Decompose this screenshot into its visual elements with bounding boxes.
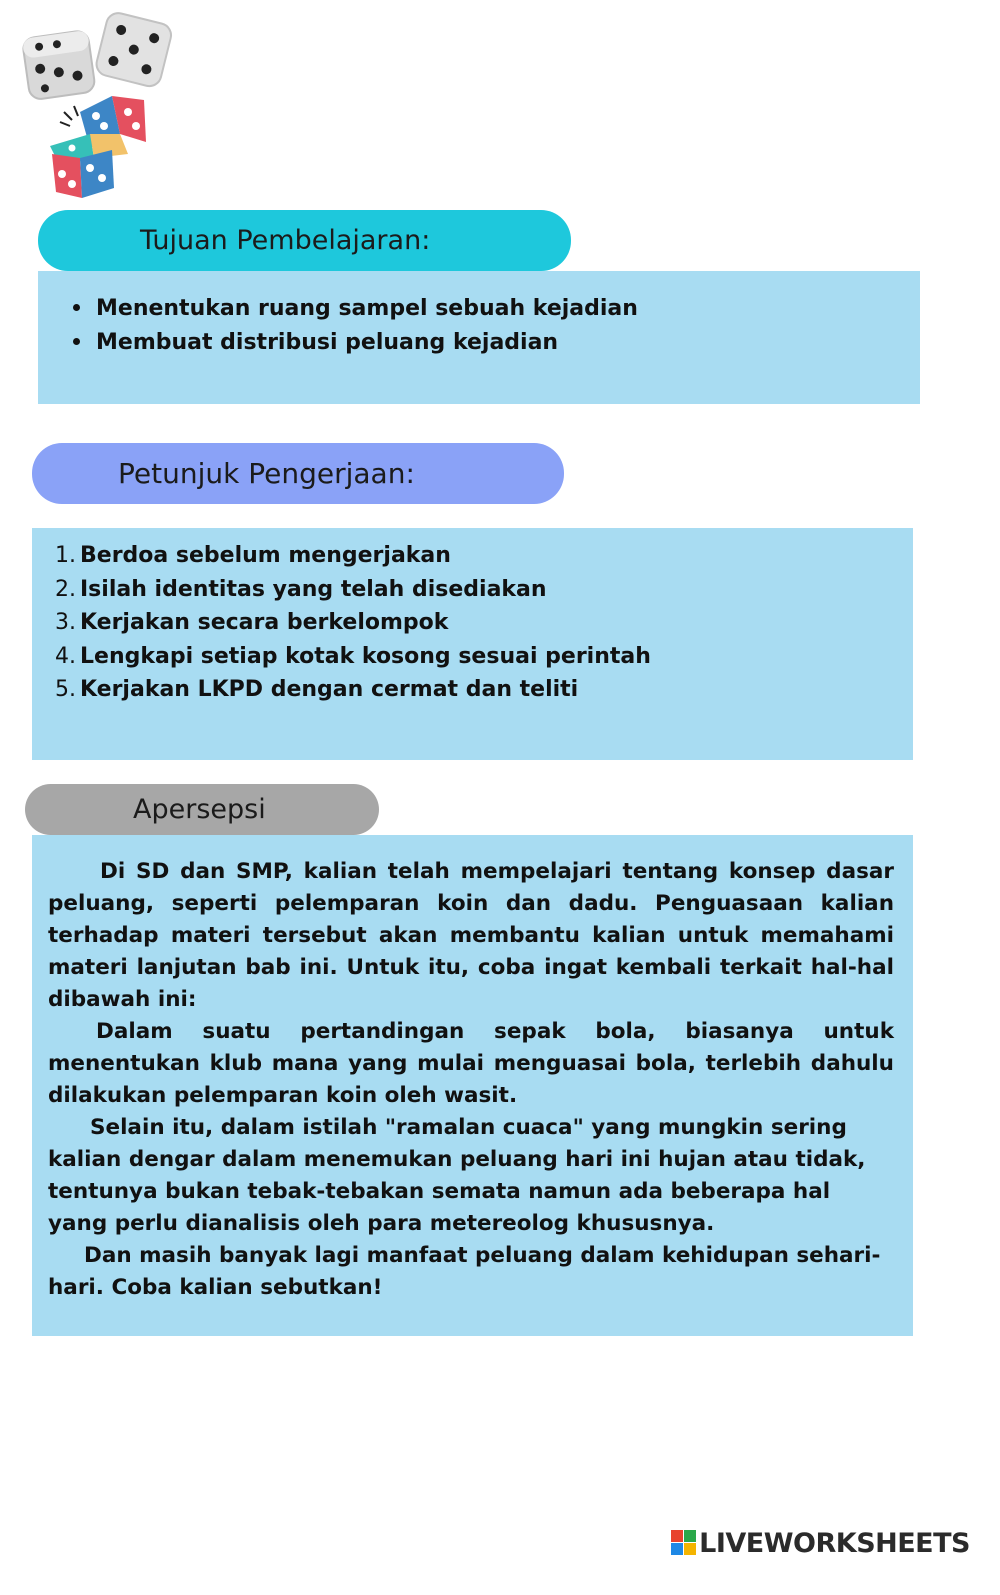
apersepsi-paragraph-1: Di SD dan SMP, kalian telah mempelajari tentang konsep dasar peluang, seperti pelemparan koin dan dadu. Penguasaan kalian terhadap materi tersebut akan membantu kalian untuk memahami materi lanjutan bab ini. Untuk itu, coba ingat kembali terkait hal-hal dibawah ini: — [48, 859, 894, 1012]
list-item: Membuat distribusi peluang kejadian — [73, 326, 638, 360]
tujuan-title: Tujuan Pembelajaran: — [140, 225, 431, 256]
bullet-icon — [73, 304, 80, 311]
liveworksheets-logo-icon — [671, 1530, 697, 1556]
bullet-icon — [73, 338, 80, 345]
tujuan-section-header — [38, 210, 571, 271]
apersepsi-section-header — [25, 784, 379, 835]
list-item: 4. Lengkapi setiap kotak kosong sesuai perintah — [55, 643, 651, 669]
dice-icon — [20, 8, 180, 208]
list-item: 1. Berdoa sebelum mengerjakan — [55, 543, 451, 568]
tujuan-list — [73, 292, 638, 360]
petunjuk-list — [55, 539, 651, 707]
apersepsi-paragraph-4: Dan masih banyak lagi manfaat peluang dalam kehidupan sehari-hari. Coba kalian sebutkan! — [48, 1243, 881, 1300]
list-item: 3. Kerjakan secara berkelompok — [55, 610, 449, 636]
petunjuk-section-header — [32, 443, 564, 504]
apersepsi-paragraph-3: Selain itu, dalam istilah "ramalan cuaca" yang mungkin sering kalian dengar dalam menemukan peluang hari ini hujan atau tidak, tentunya bukan tebak-tebakan semata namun ada beberapa hal yang perlu dianalisis oleh para metereolog khususnya. — [48, 1115, 866, 1236]
apersepsi-title: Apersepsi — [133, 794, 266, 825]
liveworksheets-logo[interactable] — [671, 1528, 970, 1558]
list-item: Menentukan ruang sampel sebuah kejadian — [73, 292, 638, 326]
list-item: 5. Kerjakan LKPD dengan cermat dan teliti — [55, 677, 579, 703]
apersepsi-paragraph-2: Dalam suatu pertandingan sepak bola, biasanya untuk menentukan klub mana yang mulai menguasai bola, terlebih dahulu dilakukan pelemparan koin oleh wasit. — [48, 1019, 894, 1108]
list-item: 2. Isilah identitas yang telah disediakan — [55, 576, 547, 602]
petunjuk-title: Petunjuk Pengerjaan: — [118, 457, 415, 490]
logo-text: LIVEWORKSHEETS — [699, 1527, 970, 1559]
